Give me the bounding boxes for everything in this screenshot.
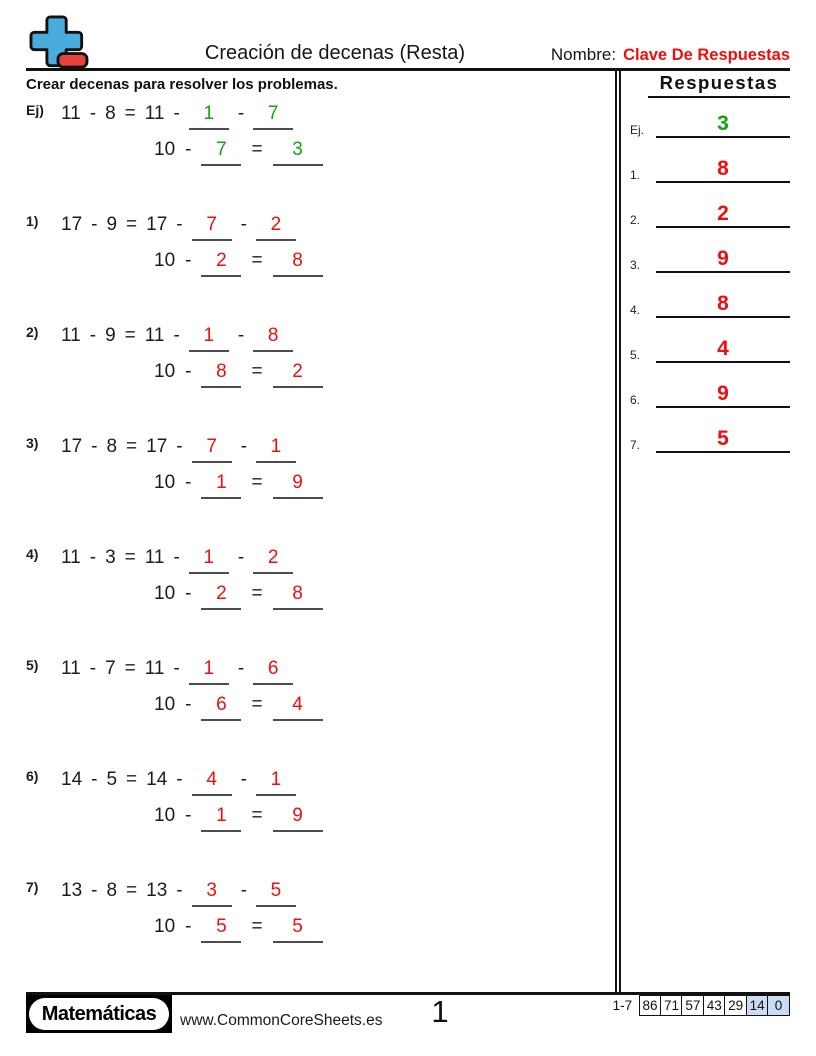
equals-sign: = — [126, 880, 138, 901]
plus-minus-icon — [26, 14, 90, 70]
problem-4 — [26, 547, 601, 610]
answer-blank-split1: 4 — [192, 769, 232, 796]
answer-label: 7. — [630, 438, 641, 452]
answer-blank-split2: 2 — [256, 214, 296, 241]
minus-sign: - — [185, 916, 192, 937]
answer-value: 8 — [656, 293, 790, 318]
minus-sign: - — [89, 103, 97, 124]
problem-1 — [26, 214, 601, 277]
equals-sign: = — [251, 361, 263, 382]
minuend-repeat: 13 — [146, 880, 168, 901]
minus-sign: - — [89, 658, 97, 679]
minuend-repeat: 11 — [144, 658, 165, 679]
subtrahend: 7 — [105, 658, 116, 679]
minus-sign: - — [237, 103, 245, 124]
answer-blank-split1: 7 — [192, 436, 232, 463]
answer-row-6 — [630, 382, 790, 408]
answer-value: 3 — [656, 113, 790, 138]
minus-sign: - — [89, 325, 97, 346]
minus-sign: - — [91, 880, 98, 901]
answer-blank-split1: 1 — [189, 547, 229, 574]
minus-sign: - — [237, 547, 245, 568]
minuend: 11 — [61, 325, 81, 346]
answer-value: 9 — [656, 383, 790, 408]
minuend-repeat: 17 — [146, 214, 168, 235]
answer-blank-split1: 3 — [192, 880, 232, 907]
answer-blank-result: 8 — [273, 250, 323, 277]
answer-blank-result: 9 — [273, 805, 323, 832]
equals-sign: = — [124, 547, 136, 568]
problem-3 — [26, 436, 601, 499]
problem-label: Ej) — [26, 102, 44, 118]
answer-blank-result: 3 — [273, 139, 323, 166]
answer-row-1 — [630, 157, 790, 183]
minus-sign: - — [89, 547, 97, 568]
subtrahend: 9 — [106, 214, 118, 235]
answer-blank-result: 8 — [273, 583, 323, 610]
minus-sign: - — [176, 436, 183, 457]
minuend-repeat: 11 — [144, 547, 165, 568]
answer-label: 1. — [630, 168, 641, 182]
minuend: 13 — [61, 880, 83, 901]
minus-sign: - — [185, 472, 192, 493]
score-cell: 0 — [767, 995, 790, 1016]
minus-sign: - — [173, 658, 180, 679]
equals-sign: = — [251, 583, 263, 604]
problem-2 — [26, 325, 601, 388]
ten: 10 — [154, 805, 176, 826]
minus-sign: - — [91, 769, 98, 790]
minuend-repeat: 11 — [144, 325, 165, 346]
score-cell: 71 — [660, 995, 683, 1016]
minus-sign: - — [240, 436, 247, 457]
minus-sign: - — [173, 547, 180, 568]
answer-blank-sub: 8 — [201, 361, 241, 388]
problem-label: 6) — [26, 768, 39, 784]
answer-blank-split1: 1 — [189, 103, 229, 130]
equals-sign: = — [126, 214, 138, 235]
column-divider — [615, 71, 621, 992]
brand-badge — [26, 995, 172, 1033]
answer-blank-split2: 1 — [256, 436, 296, 463]
minus-sign: - — [240, 880, 247, 901]
subtrahend: 8 — [105, 103, 116, 124]
equals-sign: = — [251, 916, 263, 937]
score-range-label: 1-7 — [612, 998, 633, 1013]
equals-sign: = — [126, 769, 138, 790]
minus-sign: - — [176, 769, 183, 790]
problem-label: 3) — [26, 435, 39, 451]
problem-5 — [26, 658, 601, 721]
answer-label: 6. — [630, 393, 641, 407]
minuend: 17 — [61, 436, 83, 457]
brand-name: Matemáticas — [29, 998, 169, 1030]
minus-sign: - — [185, 139, 192, 160]
instruction-text: Crear decenas para resolver los problemas. — [26, 76, 338, 93]
problem-label: 2) — [26, 324, 39, 340]
minus-sign: - — [185, 250, 192, 271]
minus-sign: - — [176, 880, 183, 901]
score-table — [613, 995, 790, 1016]
equals-sign: = — [126, 436, 138, 457]
answer-value: 5 — [656, 428, 790, 453]
minus-sign: - — [240, 769, 247, 790]
name-row — [551, 45, 790, 65]
problem-label: 7) — [26, 879, 39, 895]
answer-row-4 — [630, 292, 790, 318]
score-cell: 57 — [681, 995, 704, 1016]
website-url: www.CommonCoreSheets.es — [180, 1012, 383, 1029]
answer-label: 5. — [630, 348, 641, 362]
subtrahend: 3 — [105, 547, 116, 568]
equals-sign: = — [251, 694, 263, 715]
score-cell: 86 — [639, 995, 662, 1016]
answer-blank-sub: 2 — [201, 250, 241, 277]
answer-blank-sub: 7 — [201, 139, 241, 166]
answer-blank-result: 5 — [273, 916, 323, 943]
ten: 10 — [154, 583, 176, 604]
subtrahend: 9 — [105, 325, 116, 346]
score-cell: 14 — [746, 995, 769, 1016]
minus-sign: - — [176, 214, 183, 235]
answer-blank-sub: 1 — [201, 472, 241, 499]
answer-label: 4. — [630, 303, 641, 317]
equals-sign: = — [124, 103, 136, 124]
page-title: Creación de decenas (Resta) — [204, 42, 466, 64]
answer-blank-result: 2 — [273, 361, 323, 388]
minuend-repeat: 14 — [146, 769, 168, 790]
equals-sign: = — [251, 805, 263, 826]
answers-title: Respuestas — [648, 72, 790, 98]
answer-row-5 — [630, 337, 790, 363]
answer-blank-sub: 5 — [201, 916, 241, 943]
minus-sign: - — [173, 103, 180, 124]
subtrahend: 8 — [106, 436, 118, 457]
answer-value: 8 — [656, 158, 790, 183]
minuend-repeat: 11 — [144, 103, 165, 124]
answer-blank-split1: 1 — [189, 658, 229, 685]
answer-value: 9 — [656, 248, 790, 273]
answer-blank-split2: 6 — [253, 658, 293, 685]
ten: 10 — [154, 916, 176, 937]
minus-sign: - — [185, 805, 192, 826]
answer-label: 3. — [630, 258, 641, 272]
subtrahend: 8 — [106, 880, 118, 901]
answer-blank-split2: 7 — [253, 103, 293, 130]
equals-sign: = — [251, 472, 263, 493]
subtrahend: 5 — [106, 769, 118, 790]
problem-6 — [26, 769, 601, 832]
page-number: 1 — [431, 994, 449, 1029]
answer-row-ej — [630, 112, 790, 138]
answer-row-3 — [630, 247, 790, 273]
ten: 10 — [154, 694, 176, 715]
answer-blank-split2: 8 — [253, 325, 293, 352]
answer-blank-sub: 2 — [201, 583, 241, 610]
score-cell: 43 — [703, 995, 726, 1016]
equals-sign: = — [251, 139, 263, 160]
answer-blank-split1: 7 — [192, 214, 232, 241]
equals-sign: = — [251, 250, 263, 271]
minus-sign: - — [237, 325, 245, 346]
minuend: 11 — [61, 103, 81, 124]
answer-blank-result: 9 — [273, 472, 323, 499]
minus-sign: - — [173, 325, 180, 346]
ten: 10 — [154, 139, 176, 160]
answer-row-2 — [630, 202, 790, 228]
ten: 10 — [154, 250, 176, 271]
minus-sign: - — [185, 583, 192, 604]
equals-sign: = — [124, 658, 136, 679]
problem-label: 1) — [26, 213, 39, 229]
minus-sign: - — [91, 214, 98, 235]
minus-sign: - — [237, 658, 245, 679]
minuend: 14 — [61, 769, 83, 790]
answer-blank-split2: 2 — [253, 547, 293, 574]
answer-blank-sub: 1 — [201, 805, 241, 832]
problem-ej — [26, 103, 601, 166]
minus-sign: - — [91, 436, 98, 457]
problem-label: 4) — [26, 546, 39, 562]
answer-blank-sub: 6 — [201, 694, 241, 721]
answer-value: 2 — [656, 203, 790, 228]
equals-sign: = — [124, 325, 136, 346]
answer-label: Ej. — [630, 123, 645, 137]
minus-sign: - — [185, 694, 192, 715]
answer-blank-split2: 1 — [256, 769, 296, 796]
answer-blank-result: 4 — [273, 694, 323, 721]
name-label: Nombre: — [550, 45, 617, 64]
minus-sign: - — [185, 361, 192, 382]
problem-7 — [26, 880, 601, 943]
answer-blank-split2: 5 — [256, 880, 296, 907]
minuend: 11 — [61, 547, 81, 568]
problem-label: 5) — [26, 657, 39, 673]
minus-sign: - — [240, 214, 247, 235]
ten: 10 — [154, 361, 176, 382]
score-cell: 29 — [724, 995, 747, 1016]
answer-key-label: Clave De Respuestas — [623, 46, 790, 64]
answer-label: 2. — [630, 213, 641, 227]
answer-row-7 — [630, 427, 790, 453]
answer-blank-split1: 1 — [189, 325, 229, 352]
header-rule — [26, 68, 790, 71]
answer-value: 4 — [656, 338, 790, 363]
minuend: 11 — [61, 658, 81, 679]
minuend-repeat: 17 — [146, 436, 168, 457]
minuend: 17 — [61, 214, 83, 235]
ten: 10 — [154, 472, 176, 493]
